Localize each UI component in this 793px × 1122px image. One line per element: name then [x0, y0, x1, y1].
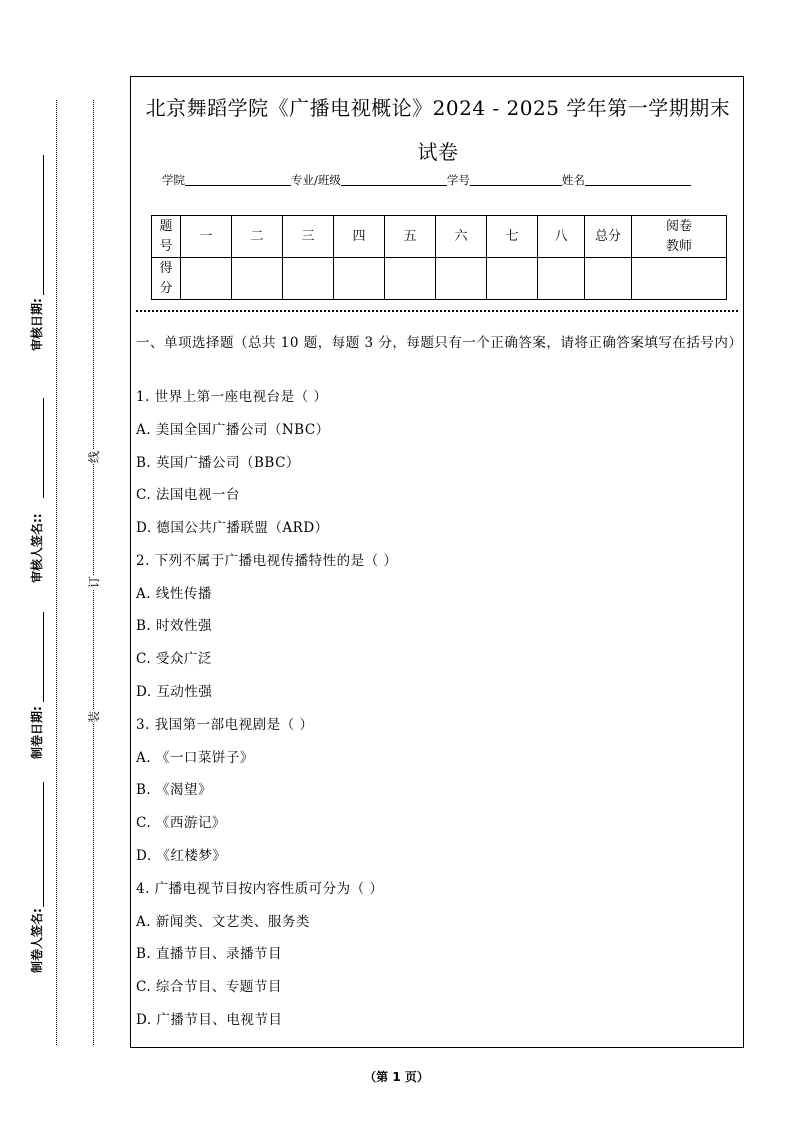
page-number: （第 1 页）	[364, 1070, 429, 1084]
major-label: 专业/班级	[291, 173, 341, 187]
question-stem: 3. 我国第一部电视剧是（ ）	[136, 717, 314, 733]
score-cell[interactable]	[487, 258, 538, 300]
exam-title: 北京舞蹈学院《广播电视概论》2024 - 2025 学年第一学期期末试卷	[145, 96, 731, 164]
question-option: C. 受众广泛	[136, 651, 212, 667]
question-stem: 4. 广播电视节目按内容性质可分为（ ）	[136, 881, 384, 897]
question-option: C. 《西游记》	[136, 815, 226, 831]
score-cell[interactable]	[283, 258, 334, 300]
question-option: A. 新闻类、文艺类、服务类	[136, 914, 310, 930]
name-label: 姓名	[561, 173, 585, 187]
student-id-label: 学号	[446, 173, 470, 187]
reviewer-date-line	[43, 155, 44, 295]
score-table	[151, 215, 727, 300]
section-heading: 一、单项选择题（总共 10 题，每题 3 分，每题只有一个正确答案，请将正确答案填写在括号内）	[136, 335, 743, 351]
college-label: 学院	[162, 173, 185, 187]
total-score-cell[interactable]	[585, 258, 632, 300]
student-id-field[interactable]	[470, 173, 562, 186]
seal-char-line: 线	[87, 451, 101, 464]
score-cell[interactable]	[538, 258, 585, 300]
seal-dotted-line-left	[56, 100, 57, 1045]
maker-sign-label: 制卷人签名:	[30, 908, 44, 973]
col-5: 五	[385, 216, 436, 258]
score-cell[interactable]	[334, 258, 385, 300]
col-7: 七	[487, 216, 538, 258]
grader-cell[interactable]	[632, 258, 727, 300]
question-option: C. 法国电视一台	[136, 487, 240, 503]
col-6: 六	[436, 216, 487, 258]
question-option: A. 《一口菜饼子》	[136, 750, 254, 766]
col-3: 三	[283, 216, 334, 258]
major-field[interactable]	[341, 173, 447, 186]
reviewer-date-label: 审核日期:	[30, 298, 44, 351]
college-field[interactable]	[185, 173, 291, 186]
score-table-header-row	[152, 216, 727, 258]
seal-char-bind: 订	[87, 576, 101, 589]
col-grader: 阅卷教师	[632, 216, 727, 258]
section-separator	[136, 310, 738, 312]
question-option: A. 美国全国广播公司（NBC）	[136, 422, 330, 438]
score-cell[interactable]	[181, 258, 232, 300]
score-table-score-row	[152, 258, 727, 300]
col-8: 八	[538, 216, 585, 258]
question-option: D. 《红楼梦》	[136, 848, 227, 864]
question-stem: 1. 世界上第一座电视台是（ ）	[136, 389, 328, 405]
maker-date-label: 制卷日期:	[30, 706, 44, 759]
question-option: D. 广播节目、电视节目	[136, 1012, 283, 1028]
question-option: B. 直播节目、录播节目	[136, 946, 283, 962]
question-number-label: 题号	[152, 216, 181, 258]
student-info-row	[162, 172, 722, 188]
question-option: B. 时效性强	[136, 618, 213, 634]
maker-sign-line	[43, 782, 44, 907]
question-option: B. 《渴望》	[136, 782, 213, 798]
seal-dotted-line-right	[93, 100, 94, 1045]
col-total: 总分	[585, 216, 632, 258]
question-option: D. 互动性强	[136, 684, 213, 700]
name-field[interactable]	[585, 173, 691, 186]
question-option: D. 德国公共广播联盟（ARD）	[136, 520, 329, 536]
score-cell[interactable]	[232, 258, 283, 300]
reviewer-sign-label: 审核人签名::	[30, 513, 44, 583]
col-4: 四	[334, 216, 385, 258]
question-option: C. 综合节目、专题节目	[136, 979, 282, 995]
maker-date-line	[43, 612, 44, 702]
seal-char-fix: 装	[87, 711, 101, 724]
question-option: B. 英国广播公司（BBC）	[136, 455, 300, 471]
col-2: 二	[232, 216, 283, 258]
col-1: 一	[181, 216, 232, 258]
reviewer-sign-line	[43, 398, 44, 498]
score-cell[interactable]	[436, 258, 487, 300]
question-stem: 2. 下列不属于广播电视传播特性的是（ ）	[136, 553, 398, 569]
score-label: 得分	[152, 258, 181, 300]
score-cell[interactable]	[385, 258, 436, 300]
question-option: A. 线性传播	[136, 586, 212, 602]
